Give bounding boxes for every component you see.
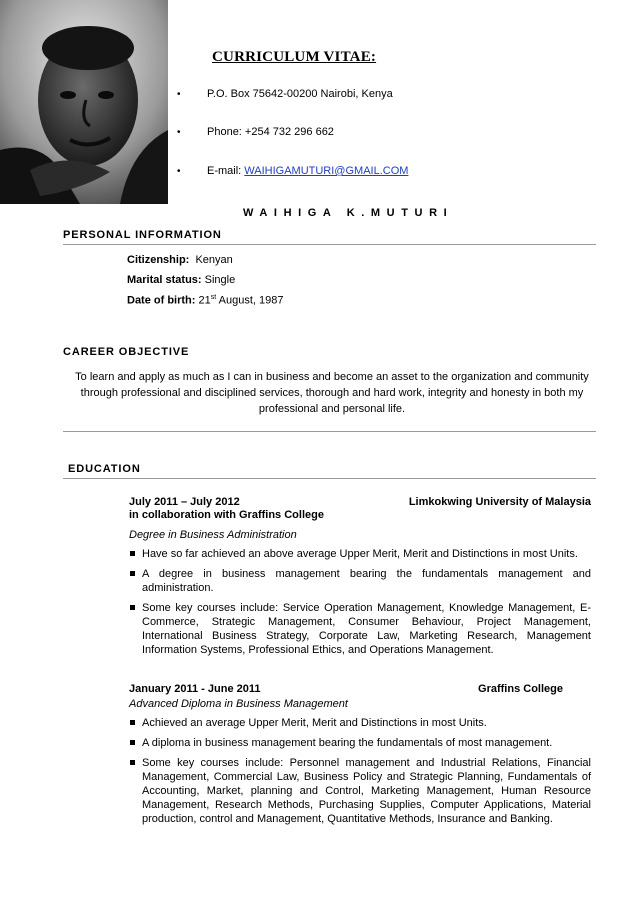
career-objective-heading: CAREER OBJECTIVE: [63, 346, 190, 358]
dob-row: [127, 294, 284, 307]
list-item: [129, 601, 591, 657]
address-line: [177, 88, 393, 100]
entry-program: Advanced Diploma in Business Management: [129, 698, 348, 710]
bullet-icon: •: [177, 89, 181, 100]
square-bullet-icon: [130, 605, 135, 610]
entry-program: Degree in Business Administration: [129, 529, 297, 541]
bullet-text: Achieved an average Upper Merit, Merit and Distinctions in most Units.: [142, 717, 487, 729]
entry-dates: July 2011 – July 2012: [129, 496, 240, 508]
entry-header: [129, 683, 563, 695]
square-bullet-icon: [130, 551, 135, 556]
education-entry-2-body: [129, 698, 591, 832]
square-bullet-icon: [130, 740, 135, 745]
bullet-text: Some key courses include: Service Operation Management, Knowledge Management, E-Commerce, Strategic Management, Consumer Behaviour, Project Management, International Business Strategy, Corporate Law, Marketing Research, Management Information Systems, Professional Ethics, and Operations Management.: [142, 602, 591, 656]
entry-collab: in collaboration with Graffins College: [129, 509, 324, 521]
square-bullet-icon: [130, 760, 135, 765]
citizenship-row: [127, 254, 233, 266]
address-text: P.O. Box 75642-00200 Nairobi, Kenya: [207, 88, 393, 100]
phone-text: Phone: +254 732 296 662: [207, 126, 334, 138]
entry-bullets: [129, 716, 591, 826]
email-line: [177, 165, 408, 177]
citizenship-label: Citizenship:: [127, 254, 190, 266]
bullet-text: Some key courses include: Personnel management and Industrial Relations, Financial Management, Commercial Law, Business Policy and Strategic Planning, Fundamentals of Accounting, Market, planning and Control, Marketing Management, Human Resource Management, Research Methods, Purchasing Supplies, Computer Applications, Material production, control and Management, Quantitative Methods, Insurance and Banking.: [142, 757, 591, 825]
dob-label: Date of birth:: [127, 294, 196, 307]
candidate-name: WAIHIGA K.MUTURI: [243, 207, 454, 219]
marital-row: [127, 274, 235, 286]
portrait-image: [0, 0, 168, 204]
email-label: E-mail:: [207, 165, 245, 177]
section-divider: [63, 244, 596, 245]
dob-rest: August, 1987: [218, 294, 284, 307]
entry-institution: Limkokwing University of Malaysia: [408, 496, 591, 508]
personal-info-heading: PERSONAL INFORMATION: [63, 229, 222, 241]
bullet-icon: •: [177, 127, 181, 138]
bullet-text: Have so far achieved an above average Upper Merit, Merit and Distinctions in most Units.: [142, 548, 578, 560]
entry-header: [129, 496, 591, 508]
list-item: [129, 736, 591, 750]
entry-dates: January 2011 - June 2011: [129, 683, 261, 695]
list-item: [129, 756, 591, 826]
dob-suffix: st: [210, 294, 217, 301]
education-entry-1: [129, 496, 591, 663]
section-divider: [63, 478, 596, 479]
phone-line: [177, 126, 334, 138]
bullet-text: A degree in business management bearing the fundamentals management and administration.: [142, 568, 591, 594]
square-bullet-icon: [130, 571, 135, 576]
career-objective-text: To learn and apply as much as I can in business and become an asset to the organization and community through professional and disciplined services, thorough and hard work, integrity and honesty in both my professional and personal life.: [75, 371, 589, 415]
list-item: [129, 567, 591, 595]
bullet-icon: •: [177, 166, 181, 177]
marital-label: Marital status:: [127, 274, 202, 286]
citizenship-value: Kenyan: [195, 254, 233, 266]
bullet-text: A diploma in business management bearing the fundamentals of most management.: [142, 737, 553, 749]
list-item: [129, 547, 591, 561]
profile-photo: [0, 0, 168, 204]
list-item: [129, 716, 591, 730]
entry-bullets: [129, 547, 591, 657]
square-bullet-icon: [130, 720, 135, 725]
section-divider: [63, 431, 596, 432]
marital-value: Single: [204, 274, 236, 286]
cv-title: CURRICULUM VITAE:: [212, 49, 377, 65]
education-heading: EDUCATION: [68, 463, 141, 475]
entry-institution: Graffins College: [478, 683, 563, 695]
education-entry-2: [129, 683, 563, 695]
dob-day: 21: [198, 294, 211, 307]
email-link[interactable]: WAIHIGAMUTURI@GMAIL.COM: [244, 165, 409, 177]
